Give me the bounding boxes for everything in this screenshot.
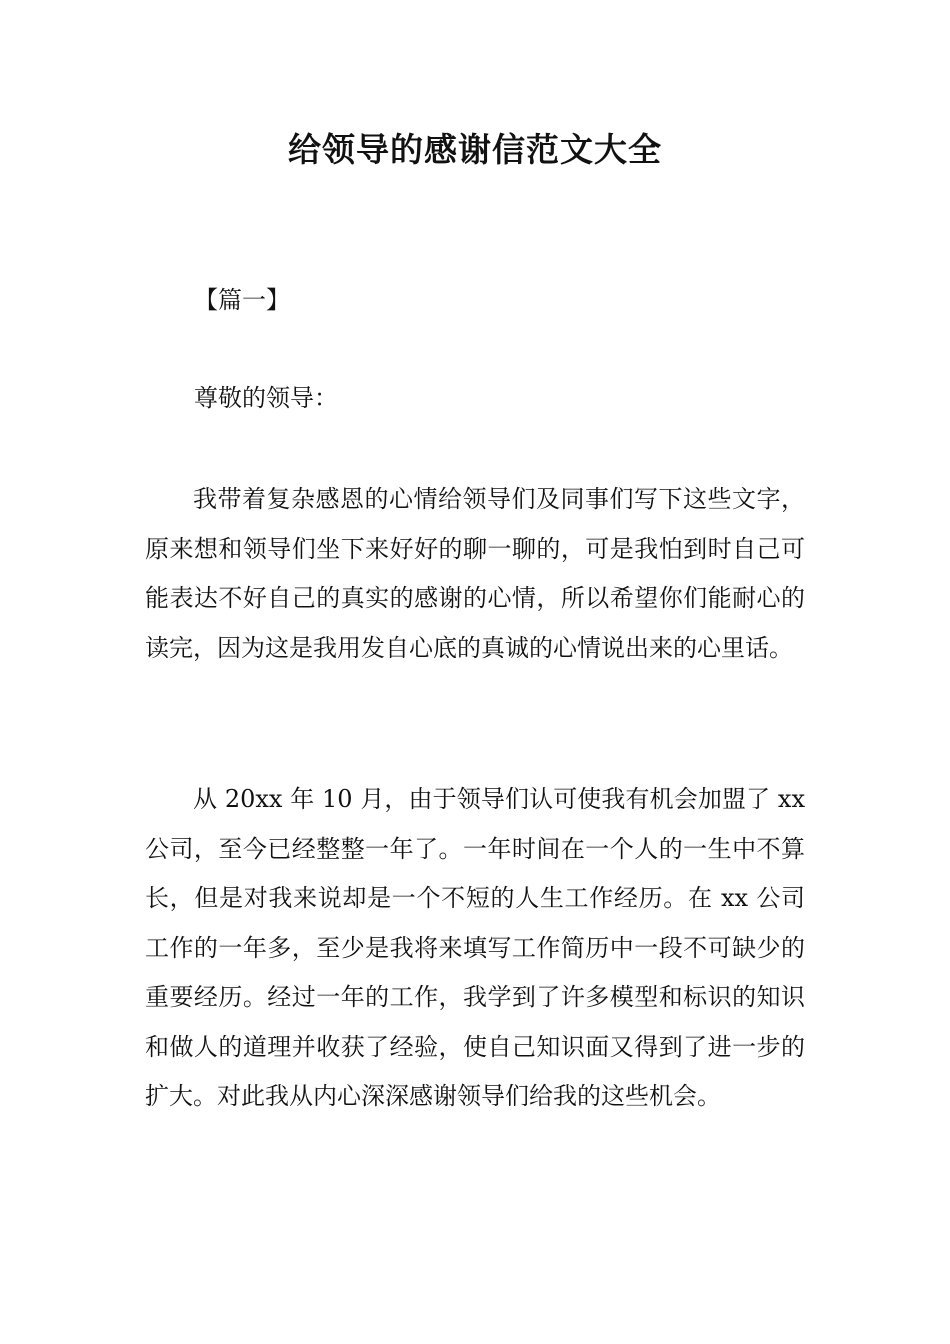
body-paragraph: 我带着复杂感恩的心情给领导们及同事们写下这些文字，原来想和领导们坐下来好好的聊一聊的，可是我怕到时自己可能表达不好自己的真实的感谢的心情，所以希望你们能耐心的读完，因为这是我用发自心底的真诚的心情说出来的心里话。 xyxy=(145,485,805,662)
body-paragraph: 从 20xx 年 10 月，由于领导们认可使我有机会加盟了 xx 公司，至今已经整整一年了。一年时间在一个人的一生中不算长，但是对我来说却是一个不短的人生工作经历。在 xx 公司工作的一年多，至少是我将来填写工作简历中一段不可缺少的重要经历。经过一年的工作，我学到了许多模型和标识的知识和做人的道理并收获了经验，使自己知识面又得到了进一步的扩大。对此我从内心深深感谢领导们给我的这些机会。 xyxy=(145,785,805,1110)
salutation: 尊敬的领导： xyxy=(194,384,338,412)
document-title: 给领导的感谢信范文大全 xyxy=(288,130,662,169)
section-label: 【篇一】 xyxy=(194,286,290,314)
